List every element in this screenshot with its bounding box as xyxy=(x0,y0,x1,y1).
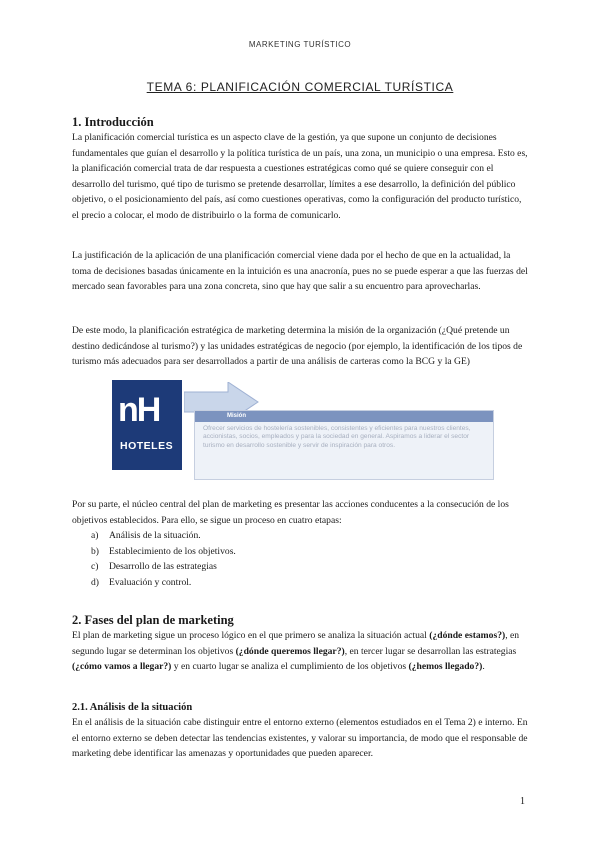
mission-panel xyxy=(194,410,494,480)
page-number: 1 xyxy=(520,796,525,807)
section-introduction-p4 xyxy=(72,497,530,591)
logo-subtitle: HOTELES xyxy=(120,440,174,452)
subsection-heading: 2.1. Análisis de la situación xyxy=(72,702,193,713)
section-introduction-p3 xyxy=(72,323,530,370)
steps-list xyxy=(72,528,530,590)
section-heading: 1. Introducción xyxy=(72,115,154,129)
mission-panel-text: Ofrecer servicios de hostelería sostenibles, consistentes y eficientes para nuestros clientes, accionistas, socios, empleados y para la sociedad en general. Aspiramos a liderar el sector turismo en desarrollo sostenible y servir de inspiración para otros. xyxy=(203,425,471,449)
paragraph: El plan de marketing sigue un proceso lógico en el que primero se analiza la situación actual (¿dónde estamos?), en segundo lugar se determinan los objetivos (¿dónde queremos llegar?), en tercer lugar se desarrollan las estrategias (¿cómo vamos a llegar?) y en cuarto lugar se analiza el cumplimiento de los objetivos (¿hemos llegado?). xyxy=(72,630,520,673)
logo-mark: nH xyxy=(118,391,160,429)
section-phases xyxy=(72,612,530,675)
paragraph: En el análisis de la situación cabe distinguir entre el entorno externo (elementos estudiados en el Tema 2) e interno. En el entorno externo se deben detectar las tendencias existentes, y valorar su importancia, de modo que el responsable de marketing debe identificar las amenazas y oportunidades que pueden aparecer. xyxy=(72,717,528,760)
paragraph: La planificación comercial turística es un aspecto clave de la gestión, ya que supone un conjunto de decisiones fundamentales que guían el desarrollo y la política turística de un país, una zona, un municipio o una empresa. Esto es, la planificación comercial trata de dar respuesta a cuestiones estratégicas como qué se quiere conseguir con el desarrollo del turismo, qué tipo de turismo se pretende desarrollar, límites a ese desarrollo, la definición del público objetivo, o el posicionamiento del país, así como cuestiones operativas, como la configuración del producto turístico, el precio a colocar, el modo de distribuirlo o la forma de comunicarlo. xyxy=(72,132,528,221)
section-heading: 2. Fases del plan de marketing xyxy=(72,613,234,627)
section-introduction xyxy=(72,114,530,224)
nh-mission-figure xyxy=(112,380,492,480)
running-header: MARKETING TURÍSTICO xyxy=(248,40,352,49)
paragraph: Por su parte, el núcleo central del plan de marketing es presentar las acciones conducentes a la consecución de los objetivos establecidos. Para ello, se sigue un proceso en cuatro etapas: xyxy=(72,499,509,526)
document-title: TEMA 6: PLANIFICACIÓN COMERCIAL TURÍSTICA xyxy=(146,80,454,94)
paragraph: De este modo, la planificación estratégica de marketing determina la misión de la organización (¿Qué pretende un destino dedicándose al turismo?) y las unidades estratégicas de negocio (por ejemplo, la identificación de los tipos de turismo más adecuados para ser desarrollados a partir de una análisis de carteras como la BCG y la GE) xyxy=(72,325,523,368)
list-item: b) Establecimiento de los objetivos. xyxy=(91,545,236,557)
nh-hoteles-logo xyxy=(112,380,182,470)
section-introduction-p2 xyxy=(72,248,530,295)
subsection-situation-analysis xyxy=(72,701,530,762)
paragraph: La justificación de la aplicación de una planificación comercial viene dada por el hecho de que en la actualidad, la toma de decisiones basadas únicamente en la intuición es una anacronía, pues no se puede esperar a que las fuerzas del mercado sean favorables para una zona concreta, sino que hay que salir a su encuentro para aprovecharlas. xyxy=(72,250,528,293)
mission-panel-header: Misión xyxy=(195,411,493,422)
list-item: c) Desarrollo de las estrategias xyxy=(91,561,217,573)
list-item: a) Análisis de la situación. xyxy=(91,530,201,542)
list-item: d) Evaluación y control. xyxy=(91,576,192,588)
